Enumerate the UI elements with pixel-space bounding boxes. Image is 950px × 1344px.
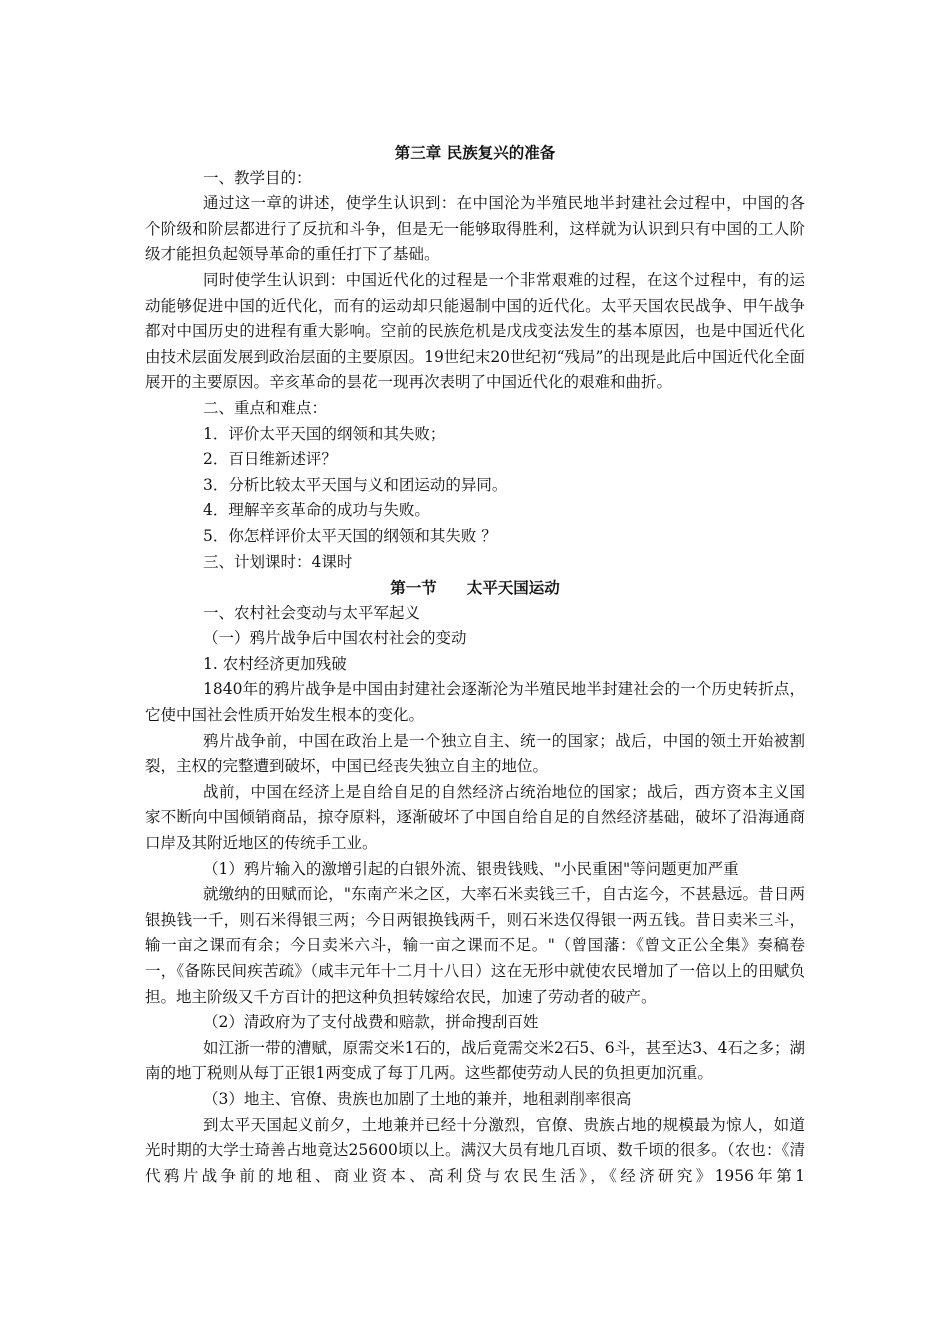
point-3-heading: （3）地主、官僚、贵族也加剧了土地的兼并，地租剥削率很高 xyxy=(203,1089,632,1108)
point-1-paragraph: 就缴纳的田赋而论，"东南产米之区，大率石米卖钱三千，自古迄今，不甚悬远。昔日两银换钱一千，则石米得银三两；今日两银换钱两千，则石米迭仅得银一两五钱。昔日卖米三斗，输一亩之课而有余；今日卖米六斗，输一亩之课而不足。"（曾国藩：《曾文正公全集》奏稿卷一，《备陈民间疾苦疏》（咸丰元年十二月十八日）这在无形中就使农民增加了一倍以上的田赋负担。地主阶级又千方百计的把这种负担转嫁给农民，加速了劳动者的破产。 xyxy=(145,885,805,1006)
section-number: 第一节 xyxy=(390,578,437,598)
objectives-paragraph-1: 通过这一章的讲述，使学生认识到：在中国沦为半殖民地半封建社会过程中，中国的各个阶级和阶层都进行了反抗和斗争，但是无一能够取得胜利，这样就为认识到只有中国的工人阶级才能担负起领导革命的重任打下了基础。 xyxy=(145,194,805,264)
section-title xyxy=(145,575,805,601)
keypoint-item: 5．你怎样评价太平天国的纲领和其失败 ？ xyxy=(203,526,497,545)
chapter-title: 第三章 民族复兴的准备 xyxy=(394,143,556,162)
planned-hours: 三、计划课时：4课时 xyxy=(203,552,353,571)
objectives-paragraph-2: 同时使学生认识到：中国近代化的过程是一个非常艰难的过程，在这个过程中，有的运动能够促进中国的近代化，而有的运动却只能遏制中国的近代化。太平天国农民战争、甲午战争都对中国历史的进程有重大影响。空前的民族危机是戊戌变法发生的基本原因，也是中国近代化由技术层面发展到政治层面的主要原因。19世纪末20世纪初“残局”的出现是此后中国近代化全面展开的主要原因。辛亥革命的昙花一现再次表明了中国近代化的艰难和曲折。 xyxy=(145,270,805,392)
point-2-heading: （2）清政府为了支付战费和赔款，拼命搜刮百姓 xyxy=(203,1013,539,1032)
subheading-1: 一、农村社会变动与太平军起义 xyxy=(203,603,421,622)
paragraph-economy: 战前，中国在经济上是自给自足的自然经济占统治地位的国家；战后，西方资本主义国家不断向中国倾销商品，掠夺原料，逐渐破坏了中国自给自足的自然经济基础，破坏了沿海通商口岸及其附近地区的传统手工业。 xyxy=(145,782,805,853)
keypoint-item: 4．理解辛亥革命的成功与失败。 xyxy=(203,501,430,520)
keypoint-item: 1．评价太平天国的纲领和其失败； xyxy=(203,424,446,443)
paragraph-before-war: 鸦片战争前，中国在政治上是一个独立自主、统一的国家；战后，中国的领土开始被割裂，主权的完整遭到破坏，中国已经丧失独立自主的地位。 xyxy=(145,731,805,776)
section-name: 太平天国运动 xyxy=(466,578,560,598)
paragraph-1840: 1840年的鸦片战争是中国由封建社会逐渐沦为半殖民地半封建社会的一个历史转折点，它使中国社会性质开始发生根本的变化。 xyxy=(145,680,805,725)
point-2-paragraph: 如江浙一带的漕赋，原需交米1石的，战后竟需交米2石5、6斗，甚至达3、4石之多；湖南的地丁税则从每丁正银1两变成了每丁几两。这些都使劳动人民的负担更加沉重。 xyxy=(145,1038,805,1083)
subheading-1-1: （一）鸦片战争后中国农村社会的变动 xyxy=(203,629,467,648)
point-3-paragraph: 到太平天国起义前夕，土地兼并已经十分激烈，官僚、贵族占地的规模最为惊人，如道光时期的大学士琦善占地竟达25600顷以上。满汉大员有地几百顷、数千顷的很多。（农也：《清代鸦片战争前的地租、商业资本、高利贷与农民生活》，《经济研究》1956年第1 xyxy=(145,1115,805,1185)
point-1-heading: （1）鸦片输入的激增引起的白银外流、银贵钱贱、"小民重困"等问题更加严重 xyxy=(203,859,739,878)
subheading-1-1-1: 1. 农村经济更加残破 xyxy=(203,654,347,673)
keypoints-heading: 二、重点和难点： xyxy=(203,398,328,417)
document-body xyxy=(145,140,805,1189)
objectives-heading: 一、教学目的： xyxy=(203,168,312,187)
keypoint-item: 2．百日维新述评？ xyxy=(203,450,337,469)
keypoint-item: 3．分析比较太平天国与义和团运动的异同。 xyxy=(203,475,508,494)
